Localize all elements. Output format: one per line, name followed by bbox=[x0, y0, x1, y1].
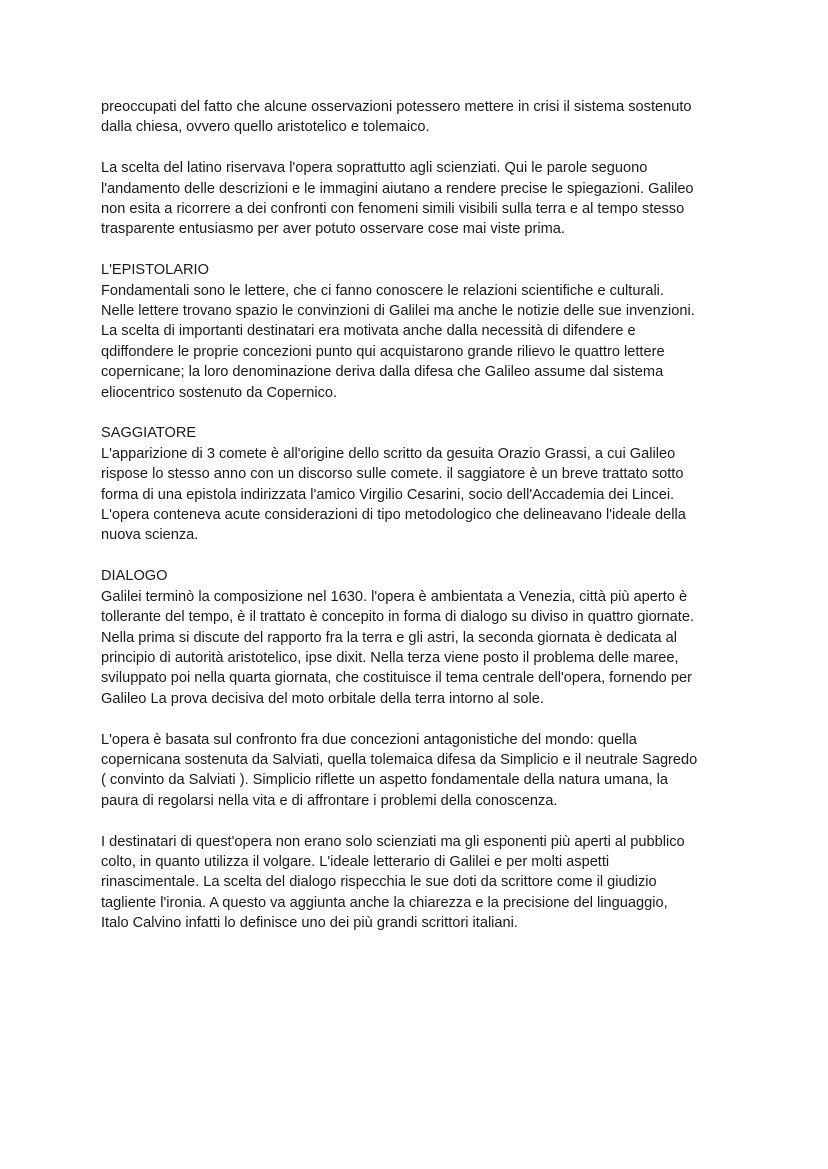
text-line: L'opera è basata sul confronto fra due concezioni antagonistiche del mondo: quella bbox=[101, 731, 637, 748]
paragraph bbox=[101, 730, 741, 812]
document-body bbox=[101, 97, 741, 954]
text-line: trasparente entusiasmo per aver potuto osservare cose mai viste prima. bbox=[101, 221, 565, 238]
text-line: Galileo La prova decisiva del moto orbitale della terra intorno al sole. bbox=[101, 690, 544, 707]
text-line: I destinatari di quest'opera non erano solo scienziati ma gli esponenti più aperti al pubblico bbox=[101, 833, 685, 850]
paragraph bbox=[101, 97, 741, 138]
text-line: tollerante del tempo, è il trattato è concepito in forma di dialogo su diviso in quattro giornate. bbox=[101, 609, 695, 626]
text-line: nuova scienza. bbox=[101, 527, 199, 544]
text-line: L'opera conteneva acute considerazioni di tipo metodologico che delineavano l'ideale della bbox=[101, 507, 686, 524]
paragraph bbox=[101, 281, 741, 403]
text-line: La scelta del latino riservava l'opera soprattutto agli scienziati. Qui le parole seguono bbox=[101, 160, 648, 177]
text-line: tagliente l'ironia. A questo va aggiunta anche la chiarezza e la precisione del linguaggio, bbox=[101, 894, 668, 911]
section-heading: L'EPISTOLARIO bbox=[101, 262, 209, 279]
paragraph bbox=[101, 158, 741, 240]
section-heading: SAGGIATORE bbox=[101, 425, 197, 442]
section-heading: DIALOGO bbox=[101, 568, 168, 585]
document-section bbox=[101, 97, 741, 240]
text-line: Nella prima si discute del rapporto fra la terra e gli astri, la seconda giornata è dedicata al bbox=[101, 629, 677, 646]
text-line: Italo Calvino infatti lo definisce uno dei più grandi scrittori italiani. bbox=[101, 915, 518, 932]
text-line: principio di autorità aristotelico, ipse dixit. Nella terza viene posto il problema delle maree, bbox=[101, 649, 679, 666]
document-section bbox=[101, 566, 741, 933]
text-line: l'andamento delle descrizioni e le immagini aiutano a rendere precise le spiegazioni. Galileo bbox=[101, 180, 694, 197]
paragraph bbox=[101, 587, 741, 709]
text-line: preoccupati del fatto che alcune osservazioni potessero mettere in crisi il sistema sostenuto bbox=[101, 99, 692, 115]
text-line: forma di una epistola indirizzata l'amico Virgilio Cesarini, socio dell'Accademia dei Lincei. bbox=[101, 486, 675, 503]
text-line: Galilei terminò la composizione nel 1630. l'opera è ambientata a Venezia, città più aperto è bbox=[101, 588, 688, 605]
text-line: qdiffondere le proprie concezioni punto qui acquistarono grande rilievo le quattro lettere bbox=[101, 343, 665, 360]
text-line: eliocentrico sostenuto da Copernico. bbox=[101, 384, 338, 401]
paragraph bbox=[101, 444, 741, 546]
text-line: copernicana sostenuta da Salviati, quella tolemaica difesa da Simplicio e il neutrale Sagredo bbox=[101, 751, 698, 768]
text-line: Fondamentali sono le lettere, che ci fanno conoscere le relazioni scientifiche e culturali. bbox=[101, 282, 664, 299]
document-section bbox=[101, 423, 741, 545]
text-line: Nelle lettere trovano spazio le convinzioni di Galilei ma anche le notizie delle sue invenzioni. bbox=[101, 303, 695, 320]
text-line: ( convinto da Salviati ). Simplicio riflette un aspetto fondamentale della natura umana, la bbox=[101, 772, 669, 789]
text-line: sviluppato poi nella quarta giornata, che costituisce il tema centrale dell'opera, fornendo per bbox=[101, 670, 692, 687]
text-line: rinascimentale. La scelta del dialogo rispecchia le sue doti da scrittore come il giudizio bbox=[101, 874, 657, 891]
paragraph bbox=[101, 832, 741, 934]
text-line: non esita a ricorrere a dei confronti con fenomeni simili visibili sulla terra e al tempo stesso bbox=[101, 201, 685, 218]
text-line: L'apparizione di 3 comete è all'origine dello scritto da gesuita Orazio Grassi, a cui Galileo bbox=[101, 445, 676, 462]
text-line: copernicane; la loro denominazione deriva dalla difesa che Galileo assume dal sistema bbox=[101, 364, 664, 381]
text-line: paura di regolarsi nella vita e di affrontare i problemi della conoscenza. bbox=[101, 792, 558, 809]
text-line: rispose lo stesso anno con un discorso sulle comete. il saggiatore è un breve trattato sotto bbox=[101, 466, 684, 483]
text-line: dalla chiesa, ovvero quello aristotelico e tolemaico. bbox=[101, 119, 430, 136]
document-section bbox=[101, 260, 741, 403]
text-line: La scelta di importanti destinatari era motivata anche dalla necessità di difendere e bbox=[101, 323, 636, 340]
text-line: colto, in quanto utilizza il volgare. L'ideale letterario di Galilei e per molti aspetti bbox=[101, 853, 610, 870]
